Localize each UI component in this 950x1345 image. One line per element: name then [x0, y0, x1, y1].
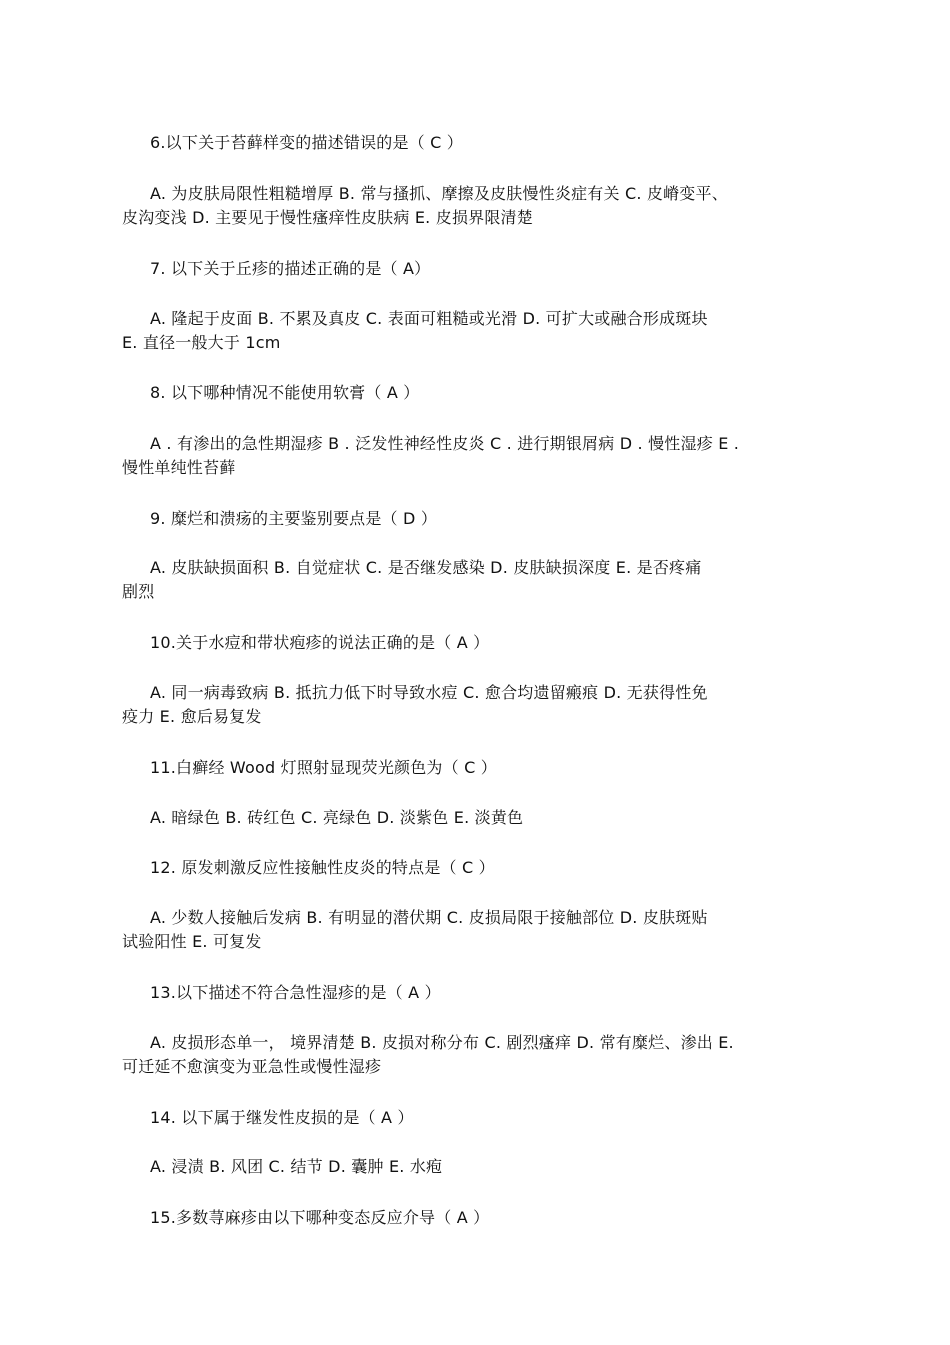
question-9-options-cont: 剧烈: [122, 582, 155, 601]
question-11: 11.白癣经 Wood 灯照射显现荧光颜色为（ C ）: [150, 758, 497, 777]
question-7-options-cont: E. 直径一般大于 1cm: [122, 333, 281, 352]
question-12-options-cont: 试验阳性 E. 可复发: [122, 932, 262, 951]
question-12: 12. 原发刺激反应性接触性皮炎的特点是（ C ）: [150, 858, 495, 877]
question-14-options: A. 浸渍 B. 风团 C. 结节 D. 囊肿 E. 水疱: [150, 1157, 443, 1176]
question-8-options: A . 有渗出的急性期湿疹 B . 泛发性神经性皮炎 C . 进行期银屑病 D . 慢性湿疹 E .: [150, 434, 740, 453]
question-11-options: A. 暗绿色 B. 砖红色 C. 亮绿色 D. 淡紫色 E. 淡黄色: [150, 808, 524, 827]
question-6-options: A. 为皮肤局限性粗糙增厚 B. 常与搔抓、摩擦及皮肤慢性炎症有关 C. 皮嵴变平、: [150, 184, 728, 203]
question-9-options: A. 皮肤缺损面积 B. 自觉症状 C. 是否继发感染 D. 皮肤缺损深度 E. 是否疼痛: [150, 558, 702, 577]
question-7: 7. 以下关于丘疹的描述正确的是（ A）: [150, 259, 431, 278]
question-7-options: A. 隆起于皮面 B. 不累及真皮 C. 表面可粗糙或光滑 D. 可扩大或融合形成斑块: [150, 309, 708, 328]
question-15: 15.多数荨麻疹由以下哪种变态反应介导（ A ）: [150, 1208, 490, 1227]
question-14: 14. 以下属于继发性皮损的是（ A ）: [150, 1108, 414, 1127]
question-10-options-cont: 疫力 E. 愈后易复发: [122, 707, 262, 726]
question-8: 8. 以下哪种情况不能使用软膏（ A ）: [150, 383, 420, 402]
question-13-options-cont: 可迁延不愈演变为亚急性或慢性湿疹: [122, 1057, 382, 1076]
question-13: 13.以下描述不符合急性湿疹的是（ A ）: [150, 983, 441, 1002]
question-8-options-cont: 慢性单纯性苔藓: [122, 458, 236, 477]
question-10-options: A. 同一病毒致病 B. 抵抗力低下时导致水痘 C. 愈合均遗留瘢痕 D. 无获得性免: [150, 683, 708, 702]
question-9: 9. 糜烂和溃疡的主要鉴别要点是（ D ）: [150, 509, 438, 528]
question-13-options: A. 皮损形态单一， 境界清楚 B. 皮损对称分布 C. 剧烈瘙痒 D. 常有糜烂、渗出 E.: [150, 1033, 734, 1052]
question-6-options-cont: 皮沟变浅 D. 主要见于慢性瘙痒性皮肤病 E. 皮损界限清楚: [122, 208, 533, 227]
question-12-options: A. 少数人接触后发病 B. 有明显的潜伏期 C. 皮损局限于接触部位 D. 皮肤斑贴: [150, 908, 708, 927]
question-10: 10.关于水痘和带状疱疹的说法正确的是（ A ）: [150, 633, 490, 652]
question-6: 6.以下关于苔藓样变的描述错误的是（ C ）: [150, 133, 464, 152]
